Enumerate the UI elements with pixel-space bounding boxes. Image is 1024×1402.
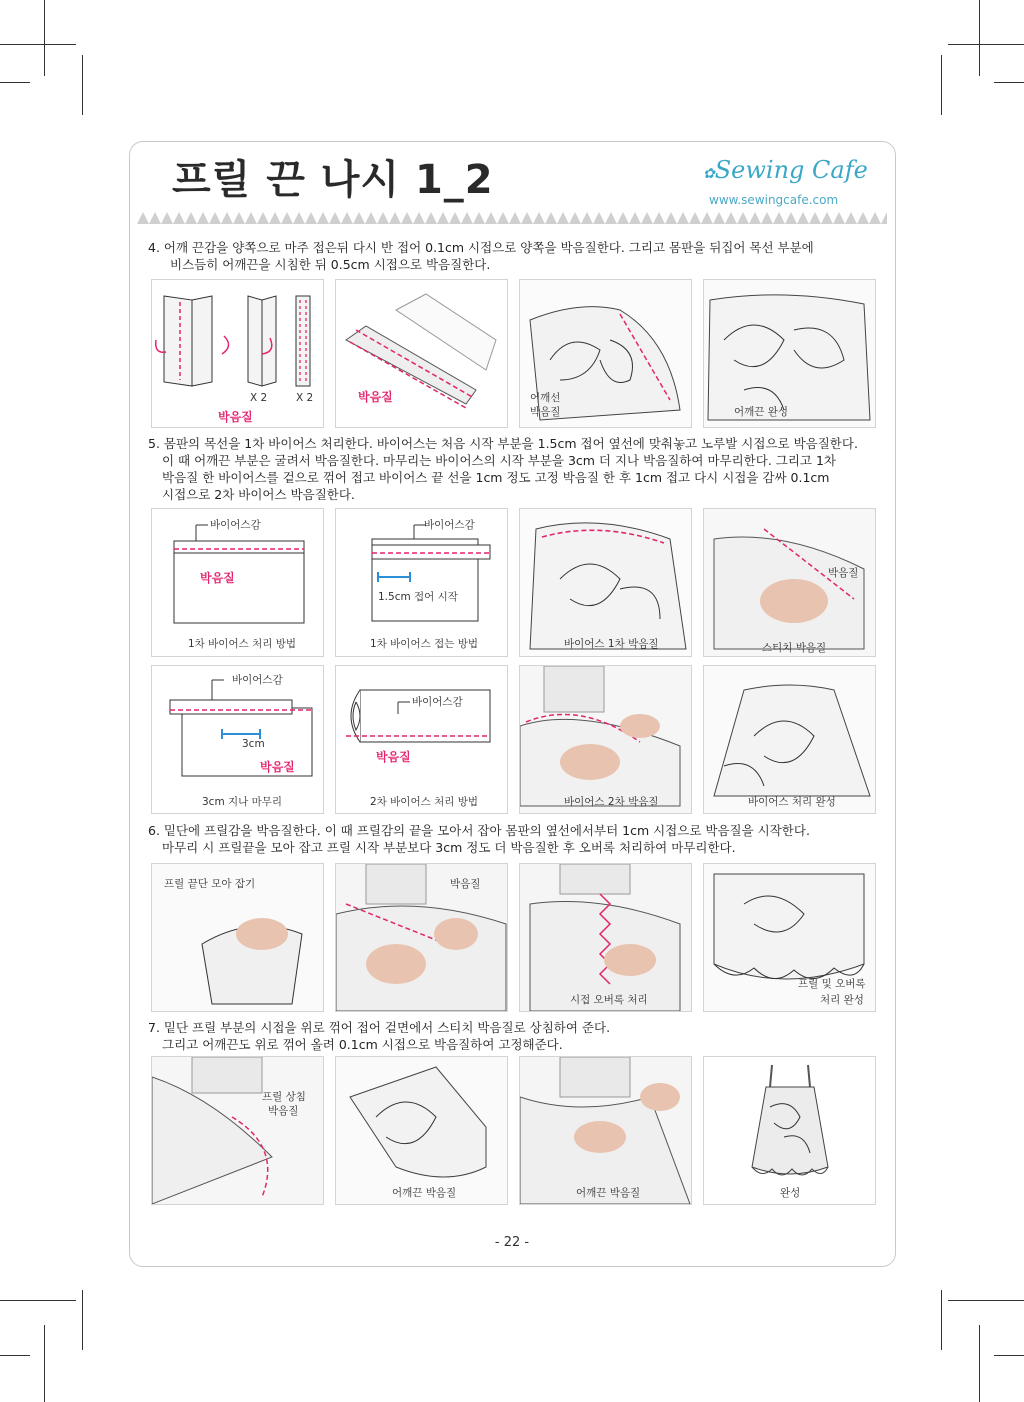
crop-mark	[979, 1325, 980, 1402]
step-4-text: 4. 어깨 끈감을 양쪽으로 마주 접은뒤 다시 반 접어 0.1cm 시접으로 양쪽을 박음질한다. 그리고 몸판을 뒤집어 목선 부분에 비스듬히 어깨끈을 시침한 뒤 0.5cm 시접으로 박음질한다.	[148, 240, 814, 272]
step5-diagram-bias-end: 바이어스감 3cm 박음질 3cm 지나 마무리	[151, 665, 324, 814]
step7-photo-topstitch: 프릴 상침 박음질	[151, 1056, 324, 1205]
crop-mark	[941, 1290, 942, 1350]
page-number: - 22 -	[494, 1235, 530, 1250]
step5-photo-bias-1: 바이어스 1차 박음질	[519, 508, 692, 657]
step5-diagram-bias-1: 바이어스감 박음질 1차 바이어스 처리 방법	[151, 508, 324, 657]
crop-mark	[82, 55, 83, 115]
step6-photo-sew: 박음질	[335, 863, 508, 1012]
step4-photo-shoulder: 어깨선 박음질	[519, 279, 692, 428]
crop-mark	[44, 0, 45, 76]
site-url: www.sewingcafe.com	[709, 193, 839, 207]
step4-diagram-fold: X 2 X 2 박음질	[151, 279, 324, 428]
step4-photo-complete: 어깨끈 완성	[703, 279, 876, 428]
step5-diagram-bias-fold: 바이어스감 1.5cm 접어 시작 1차 바이어스 접는 방법	[335, 508, 508, 657]
step4-photo-strap: 박음질	[335, 279, 508, 428]
step-6-text: 6. 밑단에 프릴감을 박음질한다. 이 때 프릴감의 끝을 모아서 잡아 몸판의 옆선에서부터 1cm 시접으로 박음질을 시작한다. 마무리 시 프릴끝을 모아 잡고 프릴 시작 부분보다 3cm 정도 더 박음질한 후 오버록 처리하여 마무리한다.	[148, 823, 810, 855]
step5-photo-stitch: 박음질 스티치 박음질	[703, 508, 876, 657]
step6-photo-gather: 프릴 끝단 모아 잡기	[151, 863, 324, 1012]
crop-mark	[948, 44, 1024, 45]
flower-icon: ✿	[703, 166, 715, 182]
crop-mark	[0, 1300, 76, 1301]
crop-mark	[0, 44, 76, 45]
sewing-cafe-logo: ✿Sewing Cafe	[703, 156, 868, 184]
crop-mark	[82, 1290, 83, 1350]
step7-photo-strap-1: 어깨끈 박음질	[335, 1056, 508, 1205]
step5-photo-bias-2: 바이어스 2차 박음질	[519, 665, 692, 814]
crop-mark	[994, 1355, 1024, 1356]
crop-mark	[0, 1355, 30, 1356]
step6-photo-overlock: 시접 오버록 처리	[519, 863, 692, 1012]
zigzag-divider	[137, 210, 887, 224]
crop-mark	[0, 82, 30, 83]
page-title: 프릴 끈 나시 1_2	[172, 157, 494, 203]
step7-photo-finished: 완성	[703, 1056, 876, 1205]
crop-mark	[994, 82, 1024, 83]
crop-mark	[979, 0, 980, 76]
step7-photo-strap-2: 어깨끈 박음질	[519, 1056, 692, 1205]
step-5-text: 5. 몸판의 목선을 1차 바이어스 처리한다. 바이어스는 처음 시작 부분을 1.5cm 접어 옆선에 맞춰놓고 노루발 시접으로 박음질한다. 이 때 어깨끈 부분은 굴려서 박음질한다. 마무리는 바이어스의 시작 부분을 3cm 더 지나 박음질하여 마무리한다. 그리고 1차 박음질 한 바이어스를 겉으로 꺾어 접고 바이어스 끝 선을 1cm 정도 고정 박음질 한 후 1cm 접고 다시 시접을 감싸 0.1cm 시접으로 2차 바이어스 박음질한다.	[148, 436, 858, 502]
crop-mark	[941, 55, 942, 115]
crop-mark	[948, 1300, 1024, 1301]
step6-photo-ruffle-done: 프릴 및 오버록 처리 완성	[703, 863, 876, 1012]
step5-photo-bias-done: 바이어스 처리 완성	[703, 665, 876, 814]
step-7-text: 7. 밑단 프릴 부분의 시접을 위로 꺾어 접어 겉면에서 스티치 박음질로 상침하여 준다. 그리고 어깨끈도 위로 꺾어 올려 0.1cm 시접으로 박음질하여 고정해준다.	[148, 1020, 611, 1052]
step5-diagram-bias-2: 바이어스감 박음질 2차 바이어스 처리 방법	[335, 665, 508, 814]
crop-mark	[44, 1325, 45, 1402]
